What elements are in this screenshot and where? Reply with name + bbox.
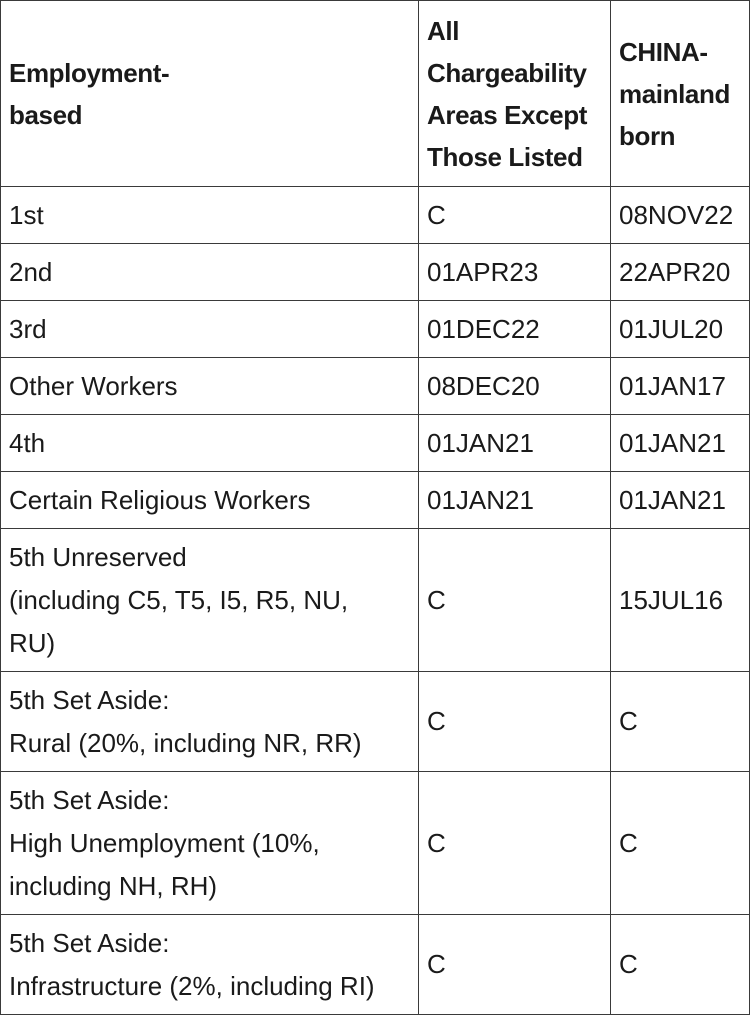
all-areas-date-cell: C	[419, 672, 611, 772]
category-cell: 5th Set Aside: Infrastructure (2%, including RI)	[1, 915, 419, 1015]
china-date-cell: 08NOV22	[611, 187, 750, 244]
china-date-cell: C	[611, 672, 750, 772]
all-areas-date-cell: C	[419, 187, 611, 244]
china-date-cell: 22APR20	[611, 244, 750, 301]
header-row	[1, 1, 750, 187]
all-areas-date-cell: C	[419, 529, 611, 672]
table-row	[1, 415, 750, 472]
all-areas-date-cell: 01DEC22	[419, 301, 611, 358]
table-row	[1, 772, 750, 915]
category-cell: 5th Unreserved (including C5, T5, I5, R5, NU, RU)	[1, 529, 419, 672]
category-cell: 5th Set Aside: Rural (20%, including NR, RR)	[1, 672, 419, 772]
china-date-cell: 15JUL16	[611, 529, 750, 672]
category-cell: 5th Set Aside: High Unemployment (10%, including NH, RH)	[1, 772, 419, 915]
china-date-cell: 01JAN21	[611, 415, 750, 472]
china-date-cell: 01JAN21	[611, 472, 750, 529]
category-cell: 4th	[1, 415, 419, 472]
all-areas-date-cell: C	[419, 772, 611, 915]
table-row	[1, 472, 750, 529]
china-date-cell: 01JUL20	[611, 301, 750, 358]
all-areas-date-cell: 01APR23	[419, 244, 611, 301]
table-row	[1, 358, 750, 415]
china-date-cell: C	[611, 915, 750, 1015]
header-employment-based: Employment- based	[1, 1, 419, 187]
table-row	[1, 915, 750, 1015]
all-areas-date-cell: C	[419, 915, 611, 1015]
table-row	[1, 301, 750, 358]
category-cell: Certain Religious Workers	[1, 472, 419, 529]
category-cell: 1st	[1, 187, 419, 244]
all-areas-date-cell: 01JAN21	[419, 415, 611, 472]
category-cell: Other Workers	[1, 358, 419, 415]
all-areas-date-cell: 01JAN21	[419, 472, 611, 529]
table-row	[1, 529, 750, 672]
all-areas-date-cell: 08DEC20	[419, 358, 611, 415]
china-date-cell: C	[611, 772, 750, 915]
china-date-cell: 01JAN17	[611, 358, 750, 415]
table-row	[1, 244, 750, 301]
header-all-chargeability: All Chargeability Areas Except Those Listed	[419, 1, 611, 187]
table-row	[1, 187, 750, 244]
header-china-mainland: CHINA- mainland born	[611, 1, 750, 187]
table-row	[1, 672, 750, 772]
category-cell: 3rd	[1, 301, 419, 358]
category-cell: 2nd	[1, 244, 419, 301]
